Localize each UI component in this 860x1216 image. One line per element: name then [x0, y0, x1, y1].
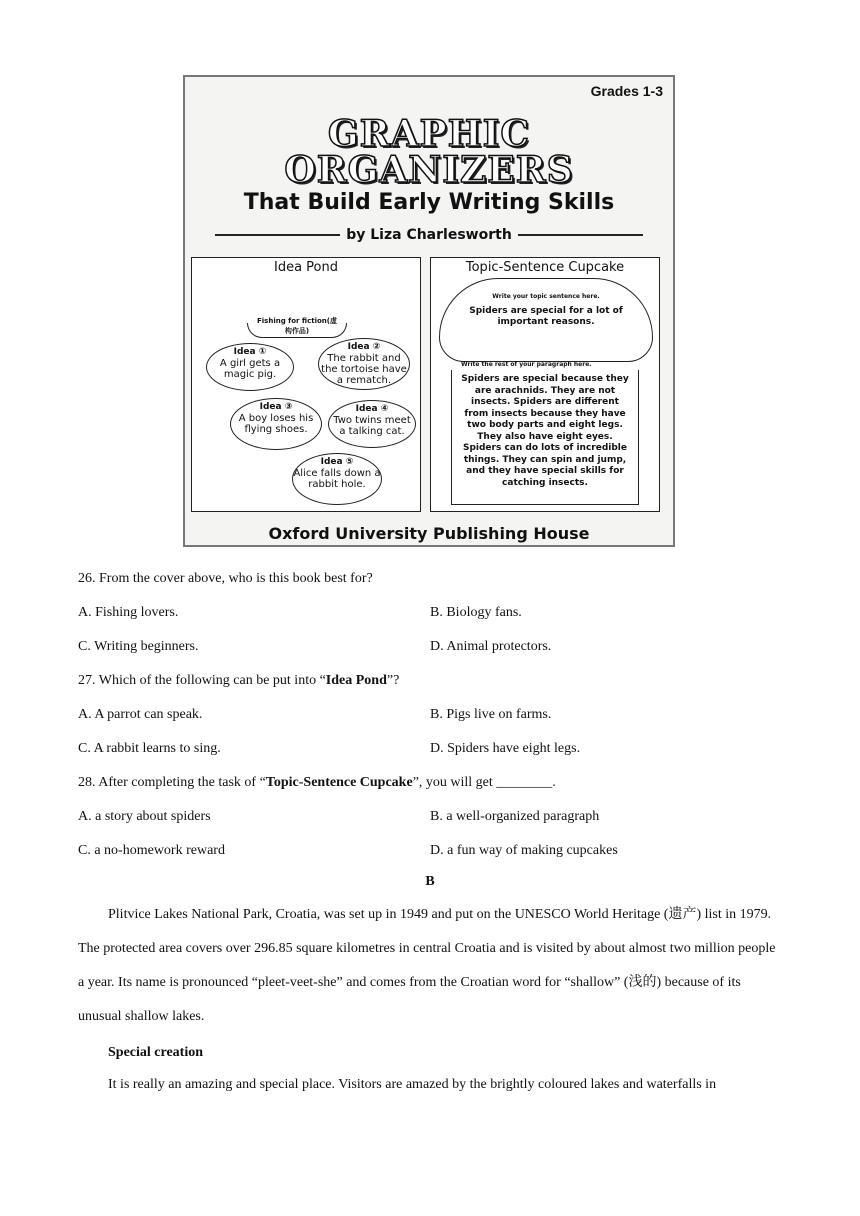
option-text: D. Animal protectors. [430, 639, 552, 654]
boat-hull-icon [247, 323, 347, 338]
idea-text: A boy loses his flying shoes. [238, 413, 314, 435]
idea-number: Idea ① [233, 347, 267, 357]
divider [518, 234, 643, 236]
cover-title-line1: GRAPHIC [327, 113, 531, 155]
stem-text: 28. After completing the task of “ [78, 775, 266, 790]
option-text: C. A rabbit learns to sing. [78, 741, 221, 756]
passage-paragraph: Plitvice Lakes National Park, Croatia, was set up in 1949 and put on the UNESCO World Heritage (遗产) list in 1979. The protected area covers over 296.85 square kilometres in central Croatia and is visited by about almost two million people a year. Its name is pronounced “pleet-veet-she” and comes from the Croatian word for “shallow” (浅的) because of its unusual shallow lakes. [78, 907, 776, 1024]
topic-note: Write your topic sentence here. [492, 293, 600, 300]
cover-title-line2: ORGANIZERS [284, 149, 574, 191]
section-heading: B [425, 874, 435, 889]
option-text: B. a well-organized paragraph [430, 809, 600, 824]
stem-text: ”? [386, 673, 400, 688]
boat-text: Fishing for fiction(虚构作品) [257, 317, 337, 335]
passage-subheading: Special creation [108, 1045, 204, 1060]
cupcake-frosting [439, 278, 653, 362]
idea-number: Idea ③ [259, 402, 293, 412]
idea-bubble [318, 338, 410, 390]
cover-subtitle: That Build Early Writing Skills [243, 190, 615, 215]
topic-sentence-cupcake-panel [430, 257, 660, 512]
topic-sentence: Spiders are special for a lot of important reasons. [469, 306, 623, 327]
idea-bubble [206, 343, 294, 391]
cover-author: by Liza Charlesworth [346, 227, 512, 243]
stem-text: 27. Which of the following can be put into “ [78, 673, 326, 688]
idea-text: A girl gets a magic pig. [219, 358, 281, 380]
cupcake-label: Topic-Sentence Cupcake [465, 260, 625, 275]
cover-grades: Grades 1-3 [590, 83, 663, 99]
book-cover-image [183, 75, 675, 547]
option-text: A. A parrot can speak. [78, 707, 203, 722]
option-text: A. a story about spiders [78, 809, 211, 824]
idea-number: Idea ⑤ [320, 457, 354, 467]
stem-text: ”, you will get ________. [412, 775, 556, 790]
question-27-stem [78, 671, 399, 691]
option-text: D. a fun way of making cupcakes [430, 843, 618, 858]
idea-number: Idea ④ [355, 404, 389, 414]
idea-bubble [292, 453, 382, 505]
fishing-boat-illustration [247, 298, 347, 338]
question-26-stem: 26. From the cover above, who is this book best for? [78, 571, 373, 586]
body-note: Write the rest of your paragraph here. [461, 361, 592, 368]
option-text: D. Spiders have eight legs. [430, 741, 581, 756]
idea-bubble [230, 398, 322, 450]
option-text: B. Pigs live on farms. [430, 707, 552, 722]
cover-publisher: Oxford University Publishing House [268, 524, 590, 543]
stem-bold-text: Topic-Sentence Cupcake [265, 775, 413, 790]
idea-text: The rabbit and the tortoise have a rematch. [321, 353, 407, 386]
idea-pond-panel [191, 257, 421, 512]
option-text: C. a no-homework reward [78, 843, 225, 858]
passage-paragraph: It is really an amazing and special place. Visitors are amazed by the brightly coloured lakes and waterfalls in [108, 1077, 717, 1092]
option-text: C. Writing beginners. [78, 639, 199, 654]
option-text: A. Fishing lovers. [78, 605, 179, 620]
option-text: B. Biology fans. [430, 605, 522, 620]
idea-bubble [328, 400, 416, 448]
idea-number: Idea ② [347, 342, 381, 352]
cover-author-line [215, 227, 643, 243]
idea-text: Two twins meet a talking cat. [333, 415, 411, 437]
idea-pond-label: Idea Pond [273, 260, 338, 275]
cupcake-body-text: Spiders are special because they are arachnids. They are not insects. Spiders are different from insects because they have two body parts and eight legs. They also have eight eyes. Spiders can do lots of incredible things. They can spin and jump, and they have special skills for catching insects. [451, 370, 639, 505]
idea-text: Alice falls down a rabbit hole. [293, 468, 381, 490]
stem-bold-text: Idea Pond [325, 673, 387, 688]
question-28-stem [78, 773, 556, 793]
divider [215, 234, 340, 236]
